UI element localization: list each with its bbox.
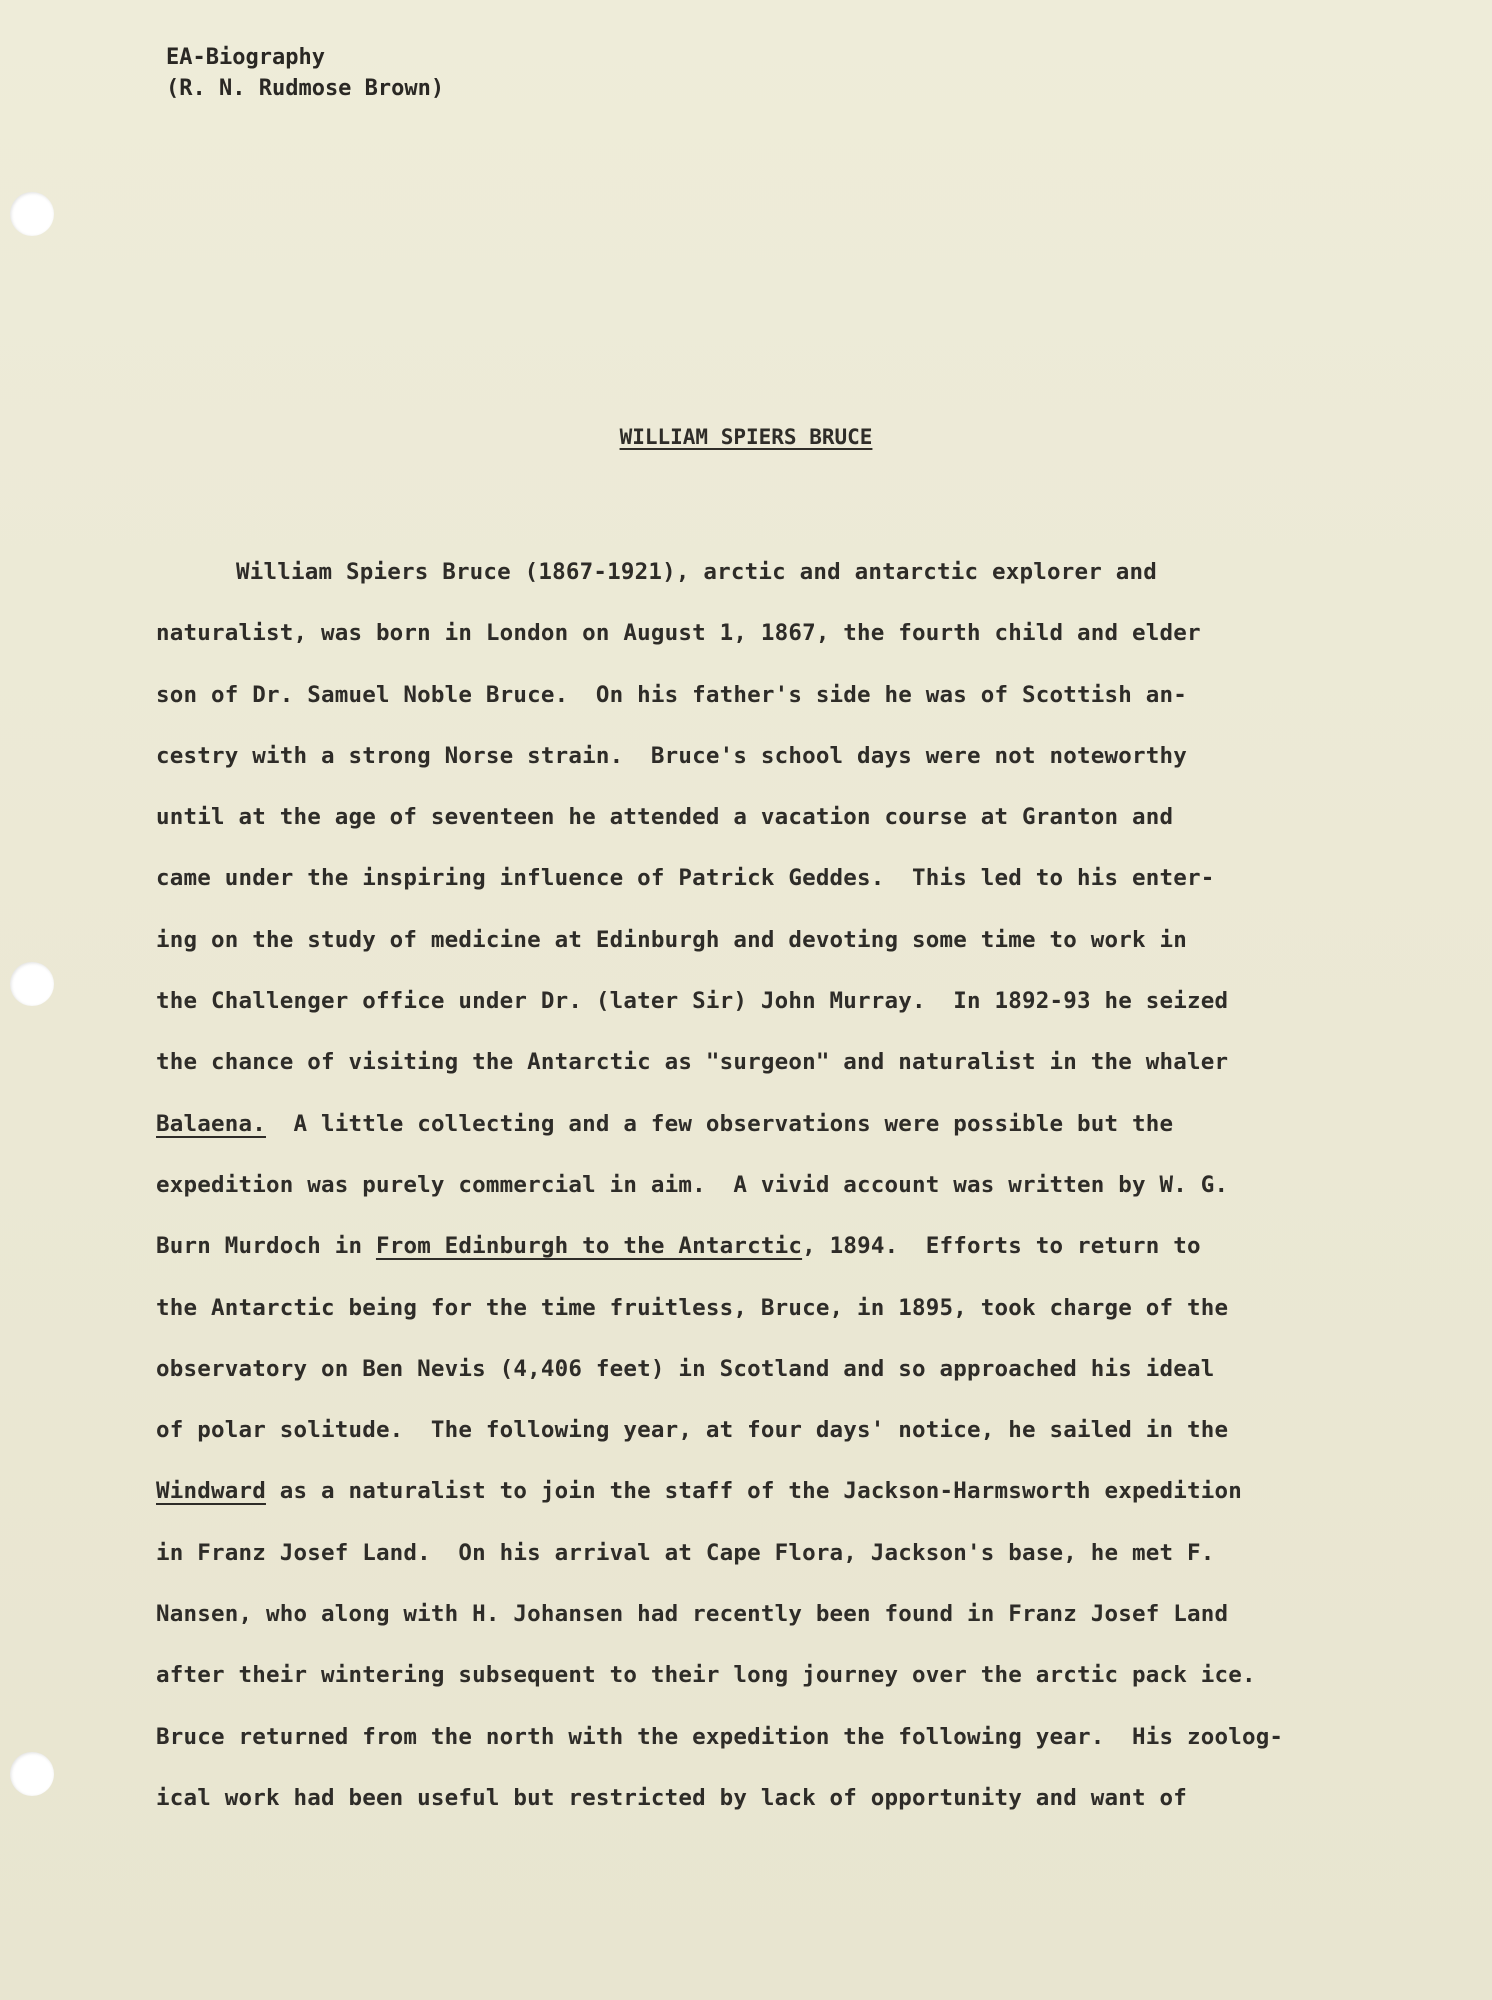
punch-hole-middle: [10, 962, 54, 1006]
body-line-text: as a naturalist to join the staff of the Jackson-Harmsworth expedition: [265, 1478, 1242, 1505]
body-line: [156, 1094, 1406, 1155]
body-line: son of Dr. Samuel Noble Bruce. On his father's side he was of Scottish an-: [156, 681, 1187, 708]
body-line: after their wintering subsequent to their long journey over the arctic pack ice.: [156, 1662, 1256, 1689]
body-line: [156, 1461, 1406, 1522]
body-line-text: A little collecting and a few observations were possible but the: [265, 1110, 1174, 1137]
body-text: [156, 542, 1406, 1829]
body-line: until at the age of seventeen he attended a vacation course at Granton and: [156, 804, 1174, 831]
body-line: the chance of visiting the Antarctic as "surgeon" and naturalist in the whaler: [156, 1049, 1229, 1076]
punch-hole-bottom: [10, 1752, 54, 1796]
body-line: the Challenger office under Dr. (later Sir) John Murray. In 1892-93 he seized: [156, 988, 1229, 1015]
body-line: the Antarctic being for the time fruitless, Bruce, in 1895, took charge of the: [156, 1294, 1229, 1321]
body-line: expedition was purely commercial in aim. A vivid account was written by W. G.: [156, 1171, 1229, 1198]
ship-name-windward: Windward: [156, 1478, 266, 1505]
page-title-text: WILLIAM SPIERS BRUCE: [619, 425, 873, 449]
page-title: [0, 425, 1492, 449]
punch-hole-top: [10, 192, 54, 236]
body-line-text: Burn Murdoch in: [156, 1233, 376, 1260]
body-line: of polar solitude. The following year, at four days' notice, he sailed in the: [156, 1417, 1229, 1444]
body-line: ical work had been useful but restricted by lack of opportunity and want of: [156, 1784, 1187, 1811]
document-header: [166, 42, 444, 104]
body-line: Nansen, who along with H. Johansen had recently been found in Franz Josef Land: [156, 1601, 1229, 1628]
body-line: came under the inspiring influence of Patrick Geddes. This led to his enter-: [156, 865, 1215, 892]
header-line-author: (R. N. Rudmose Brown): [166, 76, 445, 101]
body-line: observatory on Ben Nevis (4,406 feet) in Scotland and so approached his ideal: [156, 1355, 1215, 1382]
body-line: William Spiers Bruce (1867-1921), arctic and antarctic explorer and: [236, 559, 1157, 585]
body-line: [156, 1216, 1406, 1277]
body-line: ing on the study of medicine at Edinburgh and devoting some time to work in: [156, 926, 1187, 953]
book-title: From Edinburgh to the Antarctic: [375, 1233, 803, 1260]
header-line-category: EA-Biography: [166, 45, 325, 70]
body-line: in Franz Josef Land. On his arrival at Cape Flora, Jackson's base, he met F.: [156, 1539, 1215, 1566]
body-line-text: , 1894. Efforts to return to: [802, 1233, 1201, 1260]
ship-name-balaena: Balaena.: [156, 1110, 266, 1137]
body-line: naturalist, was born in London on August 1, 1867, the fourth child and elder: [156, 620, 1201, 647]
body-line: cestry with a strong Norse strain. Bruce's school days were not noteworthy: [156, 742, 1187, 769]
body-line: Bruce returned from the north with the expedition the following year. His zoolog-: [156, 1723, 1284, 1750]
